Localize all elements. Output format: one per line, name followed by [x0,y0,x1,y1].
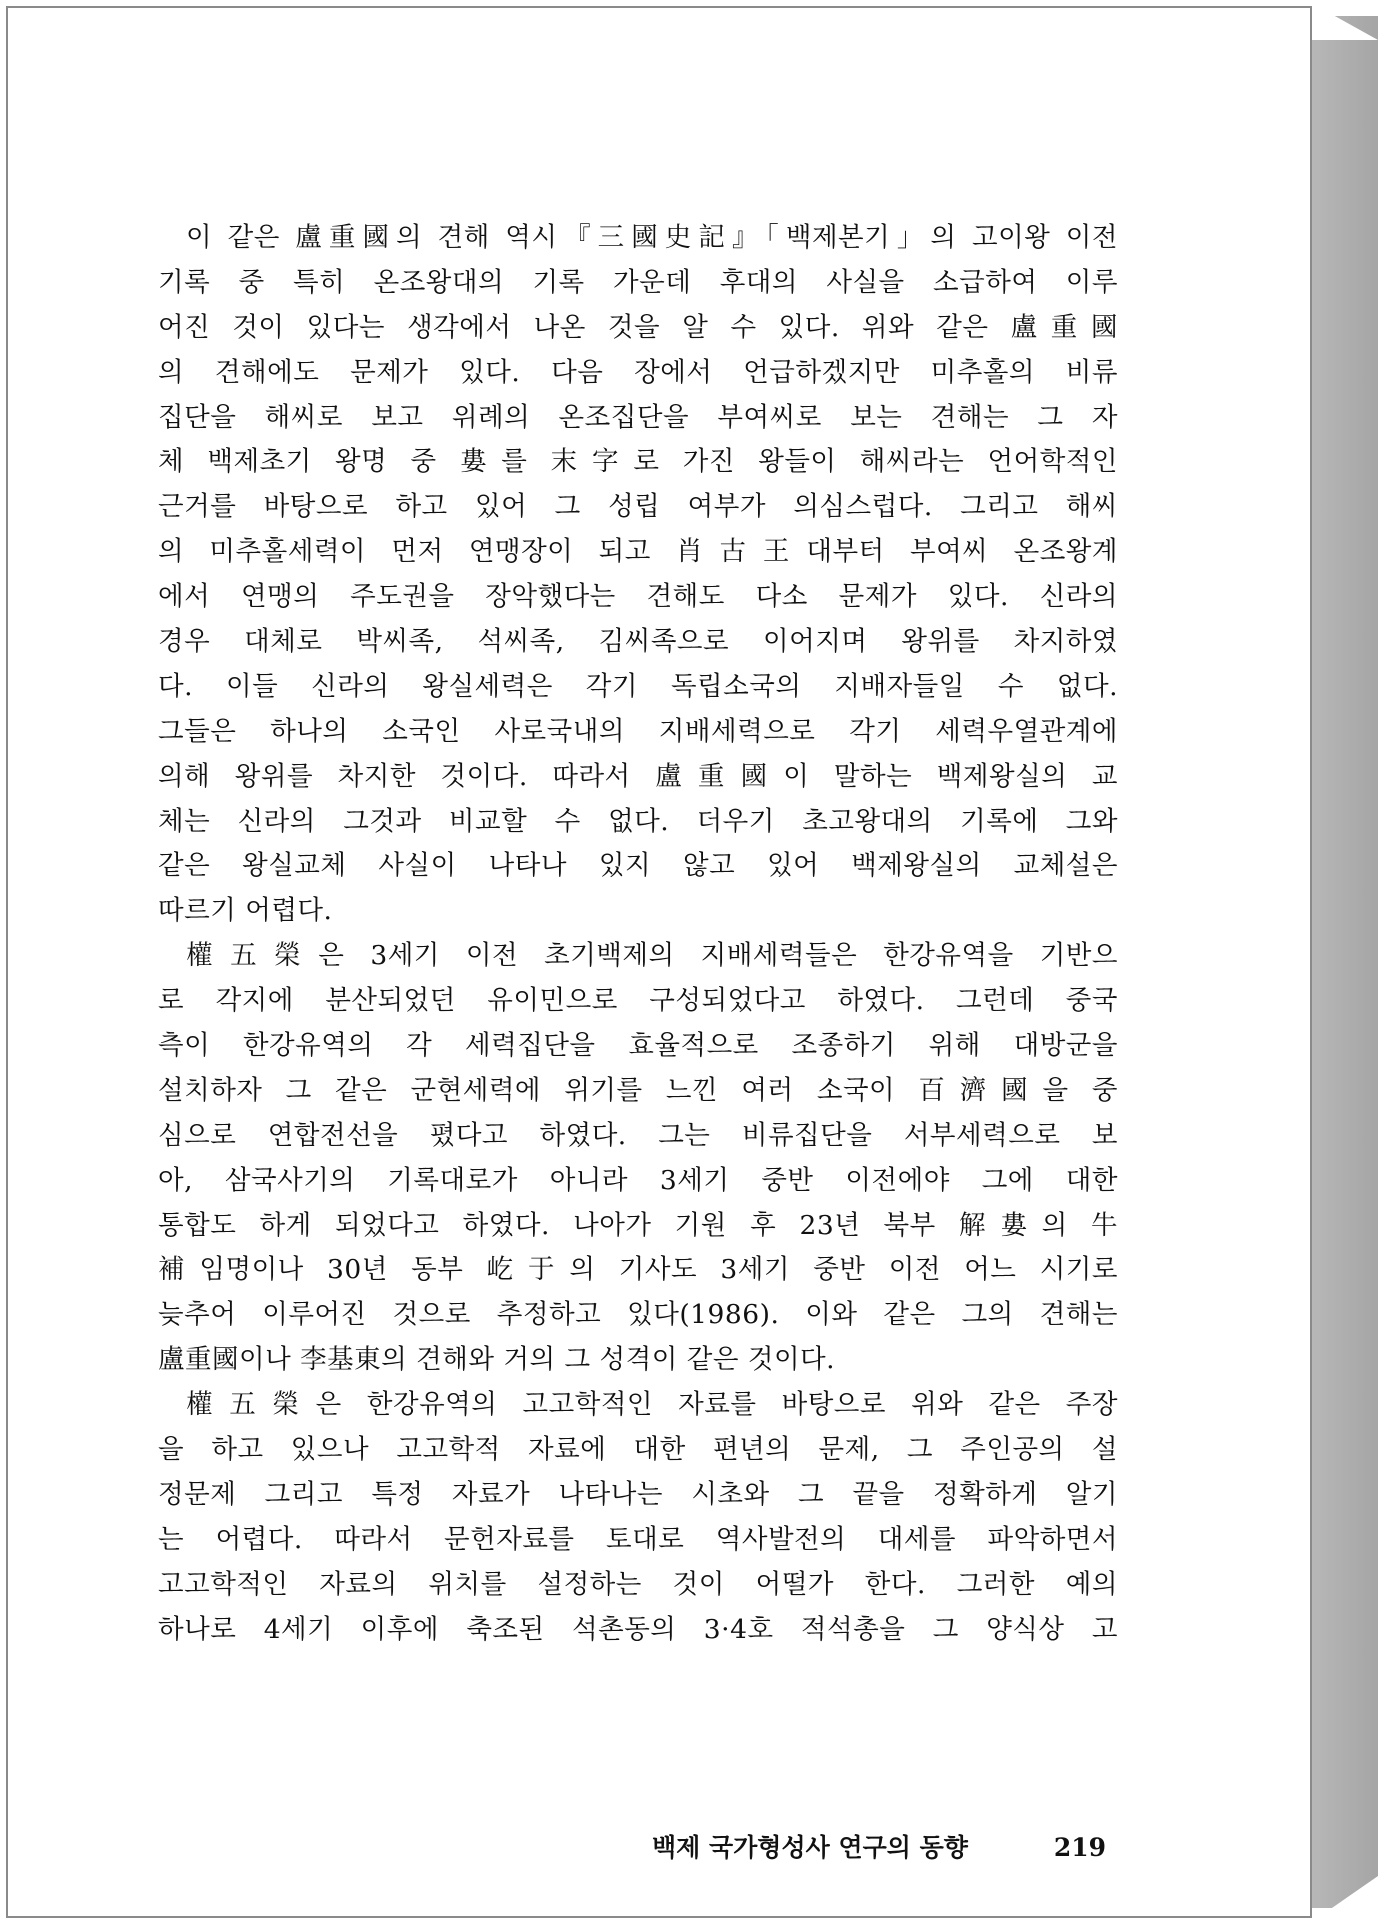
text-line: 정문제 그리고 특정 자료가 나타나는 시초와 그 끝을 정확하게 알기 [158,1478,1118,1510]
text-line: 의해 왕위를 차지한 것이다. 따라서 盧重國이 말하는 백제왕실의 교 [158,760,1118,792]
text-line: 그들은 하나의 소국인 사로국내의 지배세력으로 각기 세력우열관계에 [158,715,1118,747]
book-page [6,6,1312,1918]
text-line: 같은 왕실교체 사실이 나타나 있지 않고 있어 백제왕실의 교체설은 [158,850,1118,882]
page-stack-edge [1306,16,1378,1908]
text-line: 다. 이들 신라의 왕실세력은 각기 독립소국의 지배자들일 수 없다. [158,670,1118,702]
text-line: 로 각지에 분산되었던 유이민으로 구성되었다고 하였다. 그런데 중국 [158,985,1118,1017]
text-line: 는 어렵다. 따라서 문헌자료를 토대로 역사발전의 대세를 파악하면서 [158,1523,1118,1555]
text-line: 기록 중 특히 온조왕대의 기록 가운데 후대의 사실을 소급하여 이루 [158,266,1118,298]
text-line: 고고학적인 자료의 위치를 설정하는 것이 어떨가 한다. 그러한 예의 [158,1568,1118,1600]
text-line: 설치하자 그 같은 군현세력에 위기를 느낀 여러 소국이 百濟國을 중 [158,1074,1118,1106]
text-line: 을 하고 있으나 고고학적 자료에 대한 편년의 문제, 그 주인공의 설 [158,1434,1118,1466]
text-line: 權五榮은 한강유역의 고고학적인 자료를 바탕으로 위와 같은 주장 [186,1389,1118,1421]
text-line: 측이 한강유역의 각 세력집단을 효율적으로 조종하기 위해 대방군을 [158,1030,1118,1062]
text-line: 에서 연맹의 주도권을 장악했다는 견해도 다소 문제가 있다. 신라의 [158,581,1118,613]
text-line: 하나로 4세기 이후에 축조된 석촌동의 3·4호 적석총을 그 양식상 고 [158,1613,1118,1645]
text-line: 權五榮은 3세기 이전 초기백제의 지배세력들은 한강유역을 기반으 [186,940,1118,972]
text-line: 늦추어 이루어진 것으로 추정하고 있다(1986). 이와 같은 그의 견해는 [158,1299,1118,1331]
text-line: 盧重國이나 李基東의 견해와 거의 그 성격이 같은 것이다. [158,1344,836,1376]
text-line: 의 미추홀세력이 먼저 연맹장이 되고 肖古王대부터 부여씨 온조왕계 [158,536,1118,568]
text-line: 따르기 어렵다. [158,895,333,927]
text-line: 근거를 바탕으로 하고 있어 그 성립 여부가 의심스럽다. 그리고 해씨 [158,491,1118,523]
text-line: 어진 것이 있다는 생각에서 나온 것을 알 수 있다. 위와 같은 盧重國 [158,311,1118,343]
text-line: 집단을 해씨로 보고 위례의 온조집단을 부여씨로 보는 견해는 그 자 [158,401,1118,433]
text-line: 심으로 연합전선을 폈다고 하였다. 그는 비류집단을 서부세력으로 보 [158,1119,1118,1151]
footer-title: 백제 국가형성사 연구의 동향 [652,1833,968,1862]
text-line: 체 백제초기 왕명 중 婁를 末字로 가진 왕들이 해씨라는 언어학적인 [158,446,1118,478]
text-line: 補임명이나 30년 동부 屹于의 기사도 3세기 중반 이전 어느 시기로 [158,1254,1118,1286]
text-line: 통합도 하게 되었다고 하였다. 나아가 기원 후 23년 북부 解婁의 牛 [158,1209,1118,1241]
text-line: 아, 삼국사기의 기록대로가 아니라 3세기 중반 이전에야 그에 대한 [158,1164,1118,1196]
body-text [158,216,1118,1653]
text-line: 이 같은 盧重國의 견해 역시『三國史記』「백제본기」의 고이왕 이전 [186,222,1118,253]
page-number: 219 [1053,1833,1106,1862]
running-footer [652,1828,1106,1864]
text-line: 체는 신라의 그것과 비교할 수 없다. 더우기 초고왕대의 기록에 그와 [158,805,1118,837]
text-line: 의 견해에도 문제가 있다. 다음 장에서 언급하겠지만 미추홀의 비류 [158,356,1118,388]
text-line: 경우 대체로 박씨족, 석씨족, 김씨족으로 이어지며 왕위를 차지하였 [158,626,1118,658]
